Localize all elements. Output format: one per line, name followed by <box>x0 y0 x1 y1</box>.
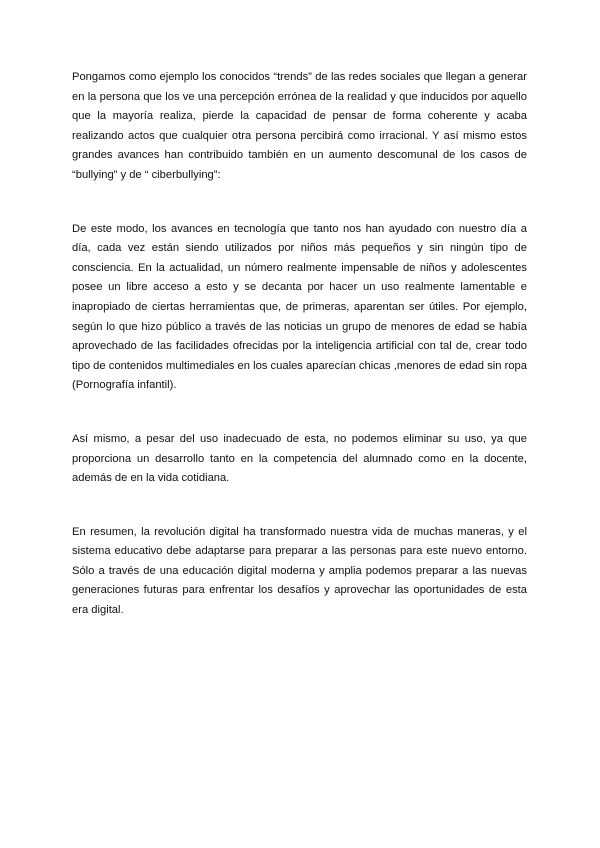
document-page <box>72 68 527 655</box>
paragraph-trends: Pongamos como ejemplo los conocidos “trends” de las redes sociales que llegan a generar en la persona que los ve una percepción errónea de la realidad y que inducidos por aquello que la mayoría realiza, pierde la capacidad de pensar de forma coherente y acaba realizando actos que cualquier otra persona percibirá como irracional. Y así mismo estos grandes avances han contribuido también en un aumento descomunal de los casos de “bullying” y de “ ciberbullying”: <box>72 71 527 181</box>
paragraph-conclusion: En resumen, la revolución digital ha transformado nuestra vida de muchas maneras, y el sistema educativo debe adaptarse para preparar a las personas para este nuevo entorno. Sólo a través de una educación digital moderna y amplia podemos preparar a las nuevas generaciones futuras para enfrentar los desafíos y aprovechar las oportunidades de esta era digital. <box>72 525 527 617</box>
paragraph-benefits: Así mismo, a pesar del uso inadecuado de esta, no podemos eliminar su uso, ya que proporciona un desarrollo tanto en la competencia del alumnado como en la docente, además de en la vida cotidiana. <box>72 432 527 485</box>
paragraph-technology-misuse: De este modo, los avances en tecnología que tanto nos han ayudado con nuestro día a día, cada vez están siendo utilizados por niños más pequeños y sin ningún tipo de consciencia. En la actualidad, un número realmente impensable de niños y adolescentes posee un libre acceso a esto y se decanta por hacer un uso realmente lamentable e inapropiado de ciertas herramientas que, de primeras, aparentan ser útiles. Por ejemplo, según lo que hizo público a través de las noticias un grupo de menores de edad se había aprovechado de las facilidades ofrecidas por la inteligencia artificial con tal de, crear todo tipo de contenidos multimediales en los cuales aparecían chicas ,menores de edad sin ropa (Pornografía infantil). <box>72 222 527 392</box>
